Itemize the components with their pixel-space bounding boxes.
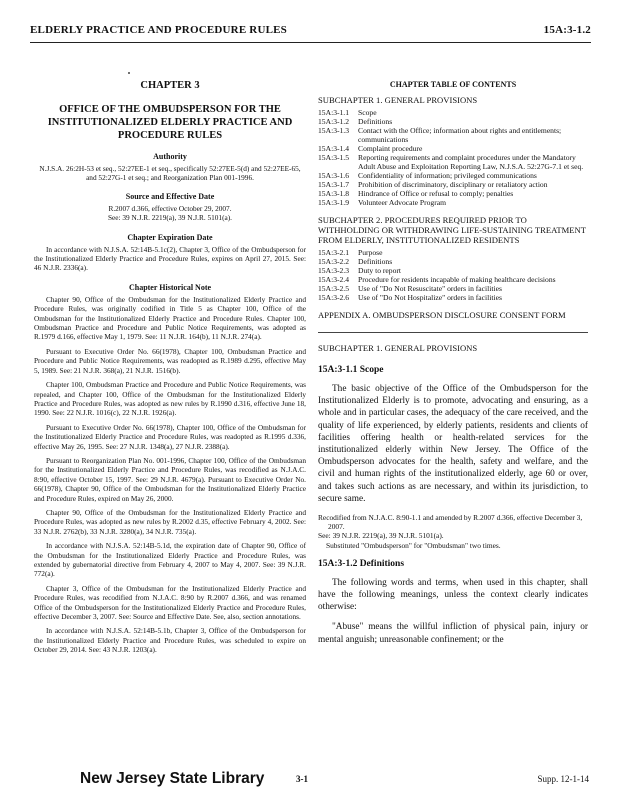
section-heading-scope: 15A:3-1.1 Scope <box>318 365 384 375</box>
toc-entry <box>318 189 588 198</box>
authority-text: N.J.S.A. 26:2H-53 et seq., 52:27EE-1 et seq., specifically 52:27EE-5(d) and 52:27EE-65, and 52:27G-1 et seq.; and Reorganization Plan 001-1996. <box>39 164 301 183</box>
source-heading: Source and Effective Date <box>125 191 215 201</box>
history-heading: Chapter Historical Note <box>128 282 212 292</box>
toc-entry-number: 15A:3-1.2 <box>318 117 350 126</box>
toc-entry-number: 15A:3-2.1 <box>318 248 350 257</box>
toc-entry-title: Scope <box>358 108 377 117</box>
toc-entry <box>318 257 588 266</box>
right-column <box>318 80 588 654</box>
toc-entry-number: 15A:3-2.5 <box>318 284 350 293</box>
toc-title: CHAPTER TABLE OF CONTENTS <box>389 80 517 89</box>
source-line-1: R.2007 d.366, effective October 29, 2007. <box>108 203 232 213</box>
toc-entry <box>318 275 588 284</box>
toc-entry <box>318 198 588 207</box>
toc-entry-number: 15A:3-1.9 <box>318 198 350 207</box>
history-paragraph: Chapter 3, Office of the Ombudsman for the Institutionalized Elderly Practice and Procedure Rules, was recodified from N.J.A.C. 8:90 by R.2007 d.366, and was renamed Office of the Ombudsperson for the Institutionalized Elderly Practice and Procedure Rules, effective December 3, 2007. See: Source and Effective Date. See, also, section annotations. <box>34 583 306 622</box>
toc-entry-title: Reporting requirements and complaint procedures under the Mandatory Adult Abuse and Exploitation Reporting Law, N.J.S.A. 52:27G-7.1 et seq. <box>358 153 584 171</box>
scope-history-line: Recodified from N.J.A.C. 8:90-1.1 and amended by R.2007 d.366, effective December 3, 2007. <box>318 513 583 532</box>
toc-entry-title: Confidentiality of information; privileged communications <box>358 171 537 180</box>
toc-entry <box>318 108 588 117</box>
toc-entry <box>318 171 588 180</box>
supplement-date: Supp. 12-1-14 <box>537 774 589 784</box>
toc-entry <box>318 153 588 171</box>
header-rule <box>30 42 591 43</box>
toc-entry <box>318 293 588 302</box>
toc-entry-number: 15A:3-1.5 <box>318 153 350 162</box>
subchapter-heading: SUBCHAPTER 1. GENERAL PROVISIONS <box>318 343 478 353</box>
toc-entry-title: Procedure for residents incapable of making healthcare decisions <box>358 275 556 284</box>
toc-entry <box>318 144 588 153</box>
toc-entry-title: Use of "Do Not Resuscitate" orders in facilities <box>358 284 502 293</box>
history-paragraph: In accordance with N.J.S.A. 52:14B-5.1b, Chapter 3, Office of the Ombudsperson for the Institutionalized Elderly Practice and Procedure Rules, was scheduled to expire on October 29, 2014. See: 43 N.J.R. 1203(a). <box>34 626 306 655</box>
toc-entry-number: 15A:3-1.4 <box>318 144 350 153</box>
toc-entry-number: 15A:3-2.2 <box>318 257 350 266</box>
office-title: OFFICE OF THE OMBUDSPERSON FOR THE INSTITUTIONALIZED ELDERLY PRACTICE AND PROCEDURE RULES <box>47 104 293 141</box>
chapter-title: CHAPTER 3 <box>140 80 200 91</box>
expiration-paragraph: In accordance with N.J.S.A. 52:14B-5.1c(2), Chapter 3, Office of the Ombudsperson for the Institutionalized Elderly Practice and Procedure Rules, expires on April 27, 2015. See: 46 N.J.R. 2336(a). <box>34 244 306 273</box>
toc-entry <box>318 117 588 126</box>
section-divider <box>318 332 588 333</box>
toc-entry-title: Complaint procedure <box>358 144 423 153</box>
history-paragraph: Pursuant to Executive Order No. 66(1978), Chapter 100, Office of the Ombudsman for the Institutionalized Elderly Practice and Procedure Rules, was readopted as R.1995 d.336, effective May 26, 1995. See: 27 N.J.R. 1348(a), 27 N.J.R. 2388(a). <box>34 422 306 451</box>
toc-entry-title: Hindrance of Office or refusal to comply; penalties <box>358 189 514 198</box>
source-line-2: See: 39 N.J.R. 2219(a), 39 N.J.R. 5101(a). <box>107 213 233 223</box>
page-number: 3-1 <box>296 774 308 784</box>
toc-entry-number: 15A:3-2.4 <box>318 275 350 284</box>
toc-entry-number: 15A:3-1.6 <box>318 171 350 180</box>
header-title: ELDERLY PRACTICE AND PROCEDURE RULES <box>30 24 287 36</box>
toc-entry-title: Volunteer Advocate Program <box>358 198 447 207</box>
expiration-text <box>34 245 306 273</box>
toc-entry <box>318 248 588 257</box>
history-paragraph: Pursuant to Executive Order No. 66(1978), Chapter 100, Ombudsman Practice and Procedure and Public Notice Requirements, was readopted as R.1989 d.295, effective May 5, 1989. See: 21 N.J.R. 368(a), 21 N.J.R. 1516(b). <box>34 346 306 375</box>
toc-entry-title: Duty to report <box>358 266 402 275</box>
toc-entry <box>318 180 588 189</box>
history-paragraph: Chapter 90, Office of the Ombudsman for the Institutionalized Elderly Practice and Procedure Rules, was originally codified in Title 5 as Chapter 100, Office of the Ombudsman for the Institutionalized Elderly Practice and Procedure Rules. Chapter 100, Ombudsman Practice and Procedure and Public Notice Requirements, was adopted as R.1979 d.166, effective May 1, 1979. See: 11 N.J.R. 164(b), 11 N.J.R. 274(a). <box>34 294 306 342</box>
history-paragraph: Chapter 90, Office of the Ombudsman for the Institutionalized Elderly Practice and Procedure Rules, was adopted as new rules by R.2002 d.35, effective February 4, 2002. See: 33 N.J.R. 2762(b), 33 N.J.R. 3280(a), 34 N.J.R. 735(a). <box>34 507 306 536</box>
toc-entry-title: Purpose <box>358 248 383 257</box>
toc-entry-title: Definitions <box>358 257 393 266</box>
toc-entry-number: 15A:3-1.1 <box>318 108 350 117</box>
definitions-intro: The following words and terms, when used in this chapter, shall have the following meanings, unless the context clearly indicates otherwise: <box>318 577 588 613</box>
toc-entry-number: 15A:3-1.7 <box>318 180 350 189</box>
toc-entry <box>318 126 588 144</box>
library-watermark: New Jersey State Library <box>80 770 265 787</box>
toc-entry-number: 15A:3-2.6 <box>318 293 350 302</box>
toc-entry-title: Prohibition of discriminatory, disciplinary or retaliatory action <box>358 180 548 189</box>
toc-entry-title: Contact with the Office; information about rights and entitlements; communications <box>358 126 562 144</box>
toc-entry-number: 15A:3-1.8 <box>318 189 350 198</box>
toc-entry-title: Use of "Do Not Hospitalize" orders in facilities <box>358 293 502 302</box>
toc-list-subchapter-2 <box>318 248 588 302</box>
left-column <box>34 80 306 660</box>
scope-history-line: See: 39 N.J.R. 2219(a), 39 N.J.R. 5101(a). <box>318 531 444 541</box>
history-paragraph: Chapter 100, Ombudsman Practice and Procedure and Public Notice Requirements, was repealed, and Chapter 100, Office of the Ombudsman for the Institutionalized Elderly Practice and Procedure Rules, was adopted as new rules by R.1990 d.316, effective June 18, 1990. See: 22 N.J.R. 1016(c), 22 N.J.R. 1926(a). <box>34 380 306 418</box>
running-header <box>30 24 591 40</box>
scope-history <box>318 513 588 550</box>
history-paragraph: Pursuant to Reorganization Plan No. 001-1996, Chapter 100, Office of the Ombudsman for the Institutionalized Elderly Practice and Procedure Rules, was recodified as N.J.A.C. 8:90, effective October 15, 1997. See: 29 N.J.R. 4679(a). Pursuant to Executive Order No. 66(1978), Chapter 90, Office of the Ombudsman for the Institutionalized Elderly Practice and Procedure Rules, expired on May 26, 2000. <box>34 455 306 503</box>
expiration-heading: Chapter Expiration Date <box>127 232 213 242</box>
definition-abuse: "Abuse" means the willful infliction of physical pain, injury or mental anguish; unreasonable confinement; or the <box>318 622 588 645</box>
history-notes <box>34 295 306 655</box>
history-paragraph: In accordance with N.J.S.A. 52:14B-5.1d, the expiration date of Chapter 90, Office of the Ombudsman for the Institutionalized Elderly Practice and Procedure Rules, was extended by gubernatorial directive from February 4, 2007 to May 4, 2007. See: 39 N.J.R. 772(a). <box>34 541 306 579</box>
toc-list-subchapter-1 <box>318 108 588 207</box>
toc-entry-number: 15A:3-2.3 <box>318 266 350 275</box>
toc-appendix: APPENDIX A. OMBUDSPERSON DISCLOSURE CONSENT FORM <box>318 310 566 320</box>
section-heading-definitions: 15A:3-1.2 Definitions <box>318 558 405 569</box>
authority-heading: Authority <box>153 152 187 161</box>
toc-subchapter-2: SUBCHAPTER 2. PROCEDURES REQUIRED PRIOR TO WITHHOLDING OR WITHDRAWING LIFE-SUSTAINING TREATMENT FROM ELDERLY, INSTITUTIONALIZED RESIDENTS <box>318 215 586 245</box>
scope-text: The basic objective of the Office of the Ombudsperson for the Institutionalized Elderly is to promote, advocating and ensuring, as a whole and in particular cases, the adequacy of the care received, and the quality of life experienced, by elderly patients, residents and clients of facilities offering health or health-related services for the institutionalized elderly within New Jersey. The Office of the Ombudsperson advocates for the health, safety and welfare, and the civil and human rights of the institutionalized elderly, age 60 or over, and takes such actions as are necessary, and within its jurisdiction, to secure same. <box>318 384 588 504</box>
scope-history-line: Substituted "Ombudsperson" for "Ombudsman" two times. <box>326 540 501 550</box>
scan-speck <box>128 72 130 74</box>
toc-subchapter-1: SUBCHAPTER 1. GENERAL PROVISIONS <box>318 95 478 105</box>
toc-entry <box>318 266 588 275</box>
header-section-number: 15A:3-1.2 <box>543 24 591 36</box>
toc-entry-title: Definitions <box>358 117 393 126</box>
page-footer <box>0 770 619 794</box>
toc-entry-number: 15A:3-1.3 <box>318 126 350 135</box>
toc-entry <box>318 284 588 293</box>
